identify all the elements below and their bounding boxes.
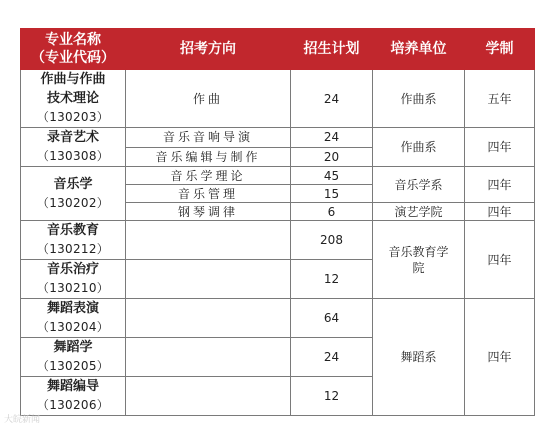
header-major: 专业名称 （专业代码） <box>21 29 126 70</box>
table-row <box>21 167 535 185</box>
duration-cell: 五年 <box>465 70 535 128</box>
major-name: 音乐教育 <box>46 223 99 238</box>
direction-cell <box>126 299 291 338</box>
major-name: 音乐学 <box>53 176 93 192</box>
plan-cell: 20 <box>291 147 373 167</box>
major-cell <box>21 221 126 260</box>
unit-cell: 演艺学院 <box>373 203 465 221</box>
direction-cell: 音乐编辑与制作 <box>126 147 291 167</box>
direction-cell <box>126 260 291 299</box>
plan-cell: 24 <box>291 128 373 148</box>
watermark: 大皖新闻 <box>4 415 41 425</box>
major-name: 舞蹈表演 <box>46 301 99 316</box>
header-plan: 招生计划 <box>291 29 373 70</box>
major-code: （130203） <box>36 110 110 124</box>
table-row <box>21 128 535 148</box>
major-cell <box>21 299 126 338</box>
major-name: 录音艺术 <box>46 130 99 145</box>
major-name: 舞蹈编导 <box>46 379 99 394</box>
unit-cell: 作曲系 <box>373 70 465 128</box>
enrollment-table <box>20 28 535 416</box>
plan-cell: 24 <box>291 70 373 128</box>
plan-cell: 24 <box>291 338 373 377</box>
direction-cell <box>126 221 291 260</box>
direction-cell: 钢琴调律 <box>126 203 291 221</box>
major-cell <box>21 70 126 128</box>
table-row <box>21 70 535 128</box>
major-code: （130205） <box>36 359 110 373</box>
major-cell <box>21 128 126 167</box>
major-name: 作曲与作曲 技术理论 <box>40 72 106 106</box>
major-cell <box>21 377 126 416</box>
plan-cell: 15 <box>291 185 373 203</box>
direction-cell: 音乐学理论 <box>126 167 291 185</box>
major-cell <box>21 338 126 377</box>
duration-cell: 四年 <box>465 128 535 167</box>
direction-cell <box>126 377 291 416</box>
header-unit: 培养单位 <box>373 29 465 70</box>
table-row <box>21 221 535 260</box>
duration-cell: 四年 <box>465 203 535 221</box>
major-name: 舞蹈学 <box>53 340 93 355</box>
direction-cell: 作曲 <box>126 70 291 128</box>
major-code: （130202） <box>36 195 110 210</box>
duration-cell: 四年 <box>465 167 535 203</box>
duration-cell: 四年 <box>465 299 535 416</box>
header-row <box>21 29 535 70</box>
duration-cell: 四年 <box>465 221 535 299</box>
plan-cell: 208 <box>291 221 373 260</box>
major-cell <box>21 167 126 221</box>
header-duration: 学制 <box>465 29 535 70</box>
major-code: （130212） <box>36 242 110 256</box>
direction-cell: 音乐音响导演 <box>126 128 291 148</box>
plan-cell: 12 <box>291 260 373 299</box>
major-code: （130206） <box>36 398 110 412</box>
unit-cell: 作曲系 <box>373 128 465 167</box>
major-name: 音乐治疗 <box>46 262 99 277</box>
major-code: （130204） <box>36 320 110 334</box>
direction-cell <box>126 338 291 377</box>
table-row <box>21 299 535 338</box>
major-cell <box>21 260 126 299</box>
header-direction: 招考方向 <box>126 29 291 70</box>
unit-cell: 音乐教育学 院 <box>373 221 465 299</box>
major-code: （130210） <box>36 281 110 295</box>
plan-cell: 6 <box>291 203 373 221</box>
major-code: （130308） <box>36 149 110 163</box>
unit-cell: 舞蹈系 <box>373 299 465 416</box>
direction-cell: 音乐管理 <box>126 185 291 203</box>
plan-cell: 64 <box>291 299 373 338</box>
unit-cell: 音乐学系 <box>373 167 465 203</box>
plan-cell: 45 <box>291 167 373 185</box>
plan-cell: 12 <box>291 377 373 416</box>
